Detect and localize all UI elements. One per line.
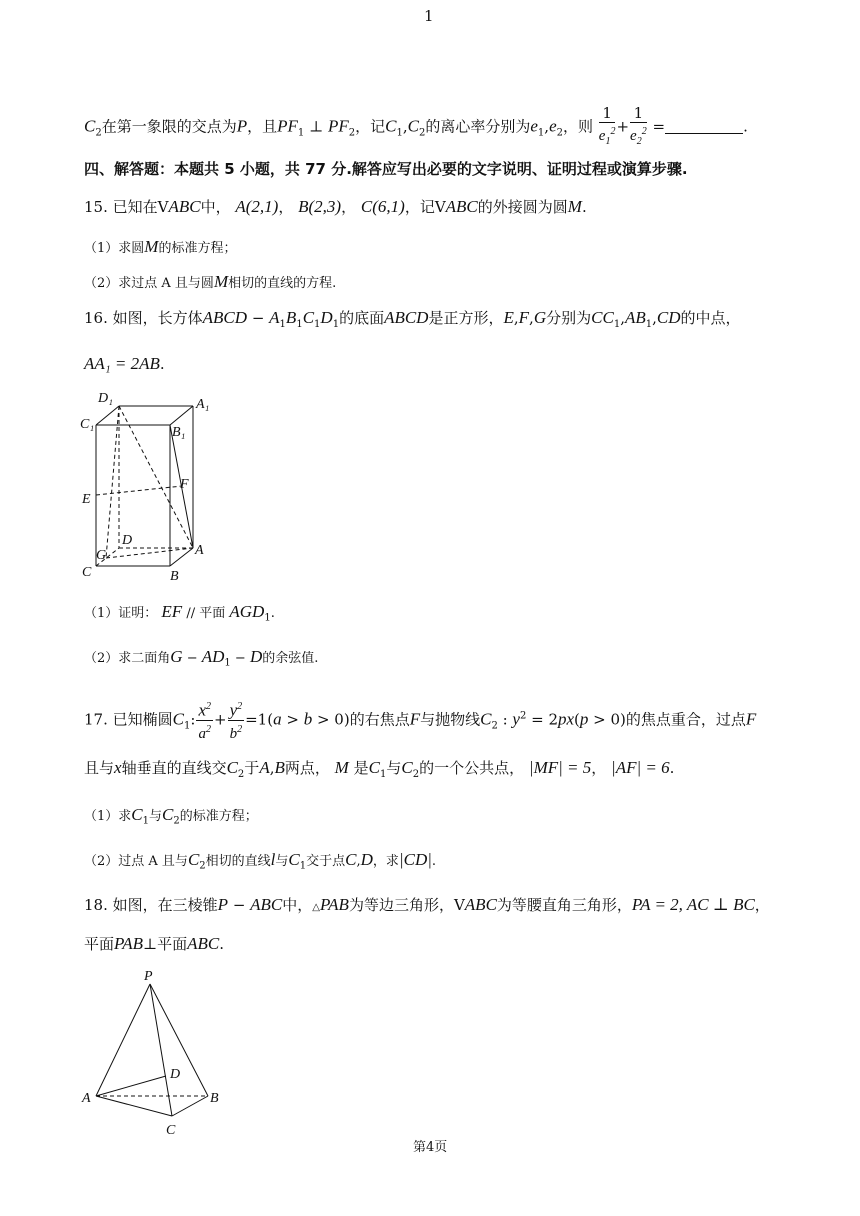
label-C1: C₁	[80, 417, 95, 432]
q17-stem-line2: 且与x轴垂直的直线交$C_2$于A,B两点， M 是$C_1$与$C_2$的一个公共点， |MF| = 5， |AF| = 6.	[84, 758, 675, 780]
label-C: C	[166, 1123, 176, 1138]
label-A: A	[195, 543, 204, 558]
q14-tail-line: $C_2$在第一象限的交点为P，且$PF_1$ ⊥ $PF_2$，记$C_1,C_2$的离心率分别为$e_1,e_2$，则 $\frac{1}{e_1^2}$ + $\frac{1}{e_2^2}$ = .	[84, 104, 748, 147]
q16-stem: 16. 如图，长方体ABCD − $A_1B_1C_1D_1$的底面ABCD是正方形，E,F,G分别为$CC_1,AB_1,CD$的中点，	[84, 308, 741, 330]
label-B1: B₁	[172, 425, 186, 440]
q16-part2: （2）求二面角$G - AD_1 - D$的余弦值.	[84, 647, 319, 669]
q17-stem: 17. 已知椭圆$C_1$: $\frac{x^2}{a^2}$ + $\frac{y^2}{b^2}$ =1(a > b > 0)的右焦点F与抛物线$C_2$ : $y^2 = 2px(p > 0)$的焦点重合，过点F	[84, 698, 756, 743]
label-A: A	[82, 1091, 91, 1106]
section4-title: 四、解答题：本题共 5 小题，共 77 分.解答应写出必要的文字说明、证明过程或演算步骤.	[84, 160, 688, 178]
label-F: F	[180, 477, 189, 492]
page-footer: 第4页	[413, 1140, 448, 1155]
q17-part2: （2）过点 A 且与$C_2$相切的直线l与$C_1$交于点C,D，求|CD|.	[84, 850, 437, 872]
q16-part1: （1）证明： EF // 平面 $AGD_1$.	[84, 602, 275, 624]
label-A1: A₁	[196, 397, 210, 412]
label-G: G	[96, 548, 107, 563]
label-B: B	[210, 1091, 219, 1106]
q15-part1: （1）求圆M的标准方程；	[84, 237, 237, 256]
q18-stem: 18. 如图，在三棱锥P − ABC中，△PAB为等边三角形，VABC为等腰直角三角形，PA = 2, AC ⊥ BC，	[84, 895, 770, 914]
label-C: C	[82, 565, 92, 580]
label-D: D	[122, 533, 133, 548]
q15-stem: 15. 已知在VABC中， A(2,1)， B(2,3)， C(6,1)，记VABC的外接圆为圆M.	[84, 197, 587, 216]
label-D1: D₁	[98, 391, 113, 406]
q15-part2: （2）求过点 A 且与圆M相切的直线的方程.	[84, 272, 337, 291]
label-B: B	[170, 569, 179, 584]
q16-condition: AA₁ = 2AB.	[84, 354, 165, 373]
q18-tetrahedron-figure	[78, 962, 228, 1140]
q16-box-figure	[76, 388, 226, 588]
page-number-top: 1	[424, 7, 434, 25]
answer-blank[interactable]	[665, 119, 743, 134]
label-P: P	[144, 969, 153, 984]
q17-part1: （1）求$C_1$与$C_2$的标准方程；	[84, 805, 258, 827]
label-D: D	[170, 1067, 181, 1082]
q18-stem-line2: 平面PAB⊥平面ABC.	[84, 934, 224, 953]
label-E: E	[82, 492, 91, 507]
